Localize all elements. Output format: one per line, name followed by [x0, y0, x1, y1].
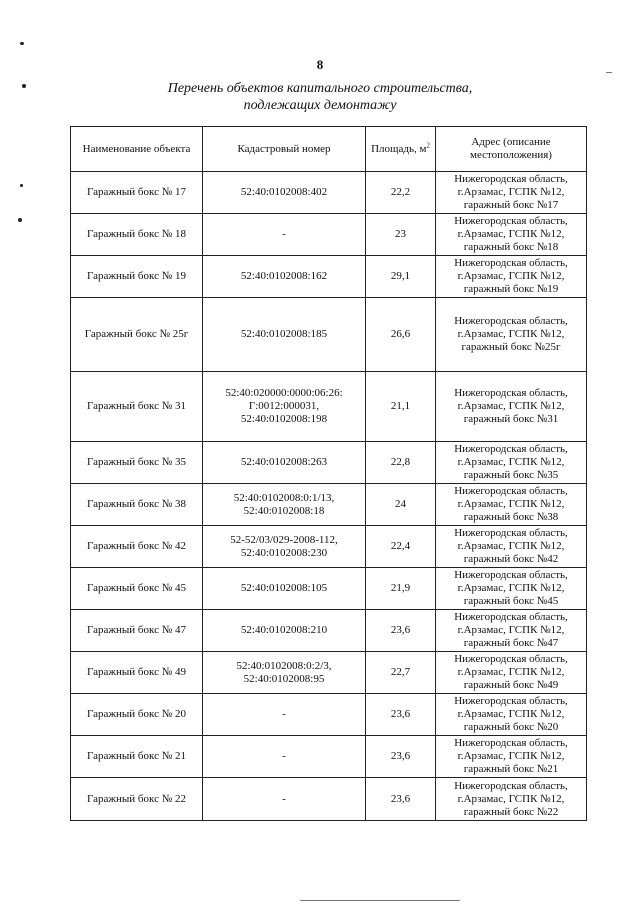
cell-area: 23,6 — [366, 610, 436, 652]
cell-name: Гаражный бокс № 42 — [71, 526, 203, 568]
cell-address: Нижегородская область, г.Арзамас, ГСПК №12, гаражный бокс №22 — [436, 778, 587, 821]
cell-address: Нижегородская область, г.Арзамас, ГСПК №12, гаражный бокс №35 — [436, 442, 587, 484]
cell-address: Нижегородская область, г.Арзамас, ГСПК №12, гаражный бокс №17 — [436, 172, 587, 214]
cell-cadastral: 52-52/03/029-2008-112, 52:40:0102008:230 — [203, 526, 366, 568]
cell-name: Гаражный бокс № 17 — [71, 172, 203, 214]
objects-table — [70, 126, 587, 821]
cell-name: Гаражный бокс № 47 — [71, 610, 203, 652]
cell-name: Гаражный бокс № 38 — [71, 484, 203, 526]
cell-cadastral: - — [203, 736, 366, 778]
cell-name: Гаражный бокс № 19 — [71, 256, 203, 298]
cell-name: Гаражный бокс № 22 — [71, 778, 203, 821]
cell-address: Нижегородская область, г.Арзамас, ГСПК №12, гаражный бокс №19 — [436, 256, 587, 298]
cell-address: Нижегородская область, г.Арзамас, ГСПК №12, гаражный бокс №20 — [436, 694, 587, 736]
header-name: Наименование объекта — [71, 127, 203, 172]
table-row — [71, 568, 587, 610]
table-row — [71, 610, 587, 652]
cell-address: Нижегородская область, г.Арзамас, ГСПК №12, гаражный бокс №38 — [436, 484, 587, 526]
cell-name: Гаражный бокс № 25г — [71, 298, 203, 372]
cell-cadastral: 52:40:0102008:162 — [203, 256, 366, 298]
scan-speck — [18, 218, 22, 222]
title-line-1: Перечень объектов капитального строительства, — [167, 81, 473, 96]
scan-speck — [606, 72, 612, 73]
cell-cadastral: 52:40:0102008:402 — [203, 172, 366, 214]
cell-address: Нижегородская область, г.Арзамас, ГСПК №12, гаражный бокс №21 — [436, 736, 587, 778]
document-title — [0, 80, 640, 114]
table-row — [71, 484, 587, 526]
cell-area: 26,6 — [366, 298, 436, 372]
table-row — [71, 298, 587, 372]
cell-address: Нижегородская область, г.Арзамас, ГСПК №12, гаражный бокс №18 — [436, 214, 587, 256]
cell-cadastral: 52:40:0102008:210 — [203, 610, 366, 652]
table-row — [71, 652, 587, 694]
bottom-scan-line — [300, 900, 460, 901]
cell-address: Нижегородская область, г.Арзамас, ГСПК №12, гаражный бокс №47 — [436, 610, 587, 652]
table-row — [71, 778, 587, 821]
cell-cadastral: - — [203, 214, 366, 256]
cell-area: 24 — [366, 484, 436, 526]
cell-address: Нижегородская область, г.Арзамас, ГСПК №12, гаражный бокс №31 — [436, 372, 587, 442]
cell-cadastral: 52:40:0102008:105 — [203, 568, 366, 610]
title-line-2: подлежащих демонтажу — [243, 98, 397, 113]
cell-cadastral: - — [203, 694, 366, 736]
table-header-row — [71, 127, 587, 172]
cell-name: Гаражный бокс № 31 — [71, 372, 203, 442]
cell-cadastral: 52:40:0102008:263 — [203, 442, 366, 484]
cell-address: Нижегородская область, г.Арзамас, ГСПК №12, гаражный бокс №25г — [436, 298, 587, 372]
cell-name: Гаражный бокс № 35 — [71, 442, 203, 484]
cell-cadastral: 52:40:0102008:0:2/3, 52:40:0102008:95 — [203, 652, 366, 694]
table-row — [71, 442, 587, 484]
cell-address: Нижегородская область, г.Арзамас, ГСПК №12, гаражный бокс №42 — [436, 526, 587, 568]
cell-area: 22,7 — [366, 652, 436, 694]
header-area — [366, 127, 436, 172]
cell-cadastral: - — [203, 778, 366, 821]
cell-cadastral: 52:40:0102008:185 — [203, 298, 366, 372]
cell-area: 23,6 — [366, 778, 436, 821]
header-area-sup: 2 — [426, 140, 430, 149]
cell-name: Гаражный бокс № 45 — [71, 568, 203, 610]
header-cadastral: Кадастровый номер — [203, 127, 366, 172]
table-row — [71, 256, 587, 298]
cell-name: Гаражный бокс № 18 — [71, 214, 203, 256]
cell-area: 22,4 — [366, 526, 436, 568]
cell-name: Гаражный бокс № 20 — [71, 694, 203, 736]
table-row — [71, 172, 587, 214]
cell-name: Гаражный бокс № 49 — [71, 652, 203, 694]
table-row — [71, 372, 587, 442]
cell-cadastral: 52:40:020000:0000:06:26: Г:0012:000031, 52:40:0102008:198 — [203, 372, 366, 442]
cell-area: 23,6 — [366, 736, 436, 778]
cell-area: 29,1 — [366, 256, 436, 298]
cell-address: Нижегородская область, г.Арзамас, ГСПК №12, гаражный бокс №45 — [436, 568, 587, 610]
table-row — [71, 736, 587, 778]
cell-area: 21,9 — [366, 568, 436, 610]
header-area-text: Площадь, м — [371, 142, 427, 155]
cell-cadastral: 52:40:0102008:0:1/13, 52:40:0102008:18 — [203, 484, 366, 526]
table-row — [71, 526, 587, 568]
table-row — [71, 694, 587, 736]
scan-speck — [20, 42, 24, 45]
table-row — [71, 214, 587, 256]
cell-area: 23,6 — [366, 694, 436, 736]
cell-area: 21,1 — [366, 372, 436, 442]
header-address: Адрес (описание местоположения) — [436, 127, 587, 172]
cell-area: 22,8 — [366, 442, 436, 484]
scan-speck — [20, 184, 23, 187]
cell-address: Нижегородская область, г.Арзамас, ГСПК №12, гаражный бокс №49 — [436, 652, 587, 694]
scan-speck — [22, 84, 26, 88]
cell-name: Гаражный бокс № 21 — [71, 736, 203, 778]
cell-area: 22,2 — [366, 172, 436, 214]
page-number: 8 — [316, 57, 324, 72]
cell-area: 23 — [366, 214, 436, 256]
